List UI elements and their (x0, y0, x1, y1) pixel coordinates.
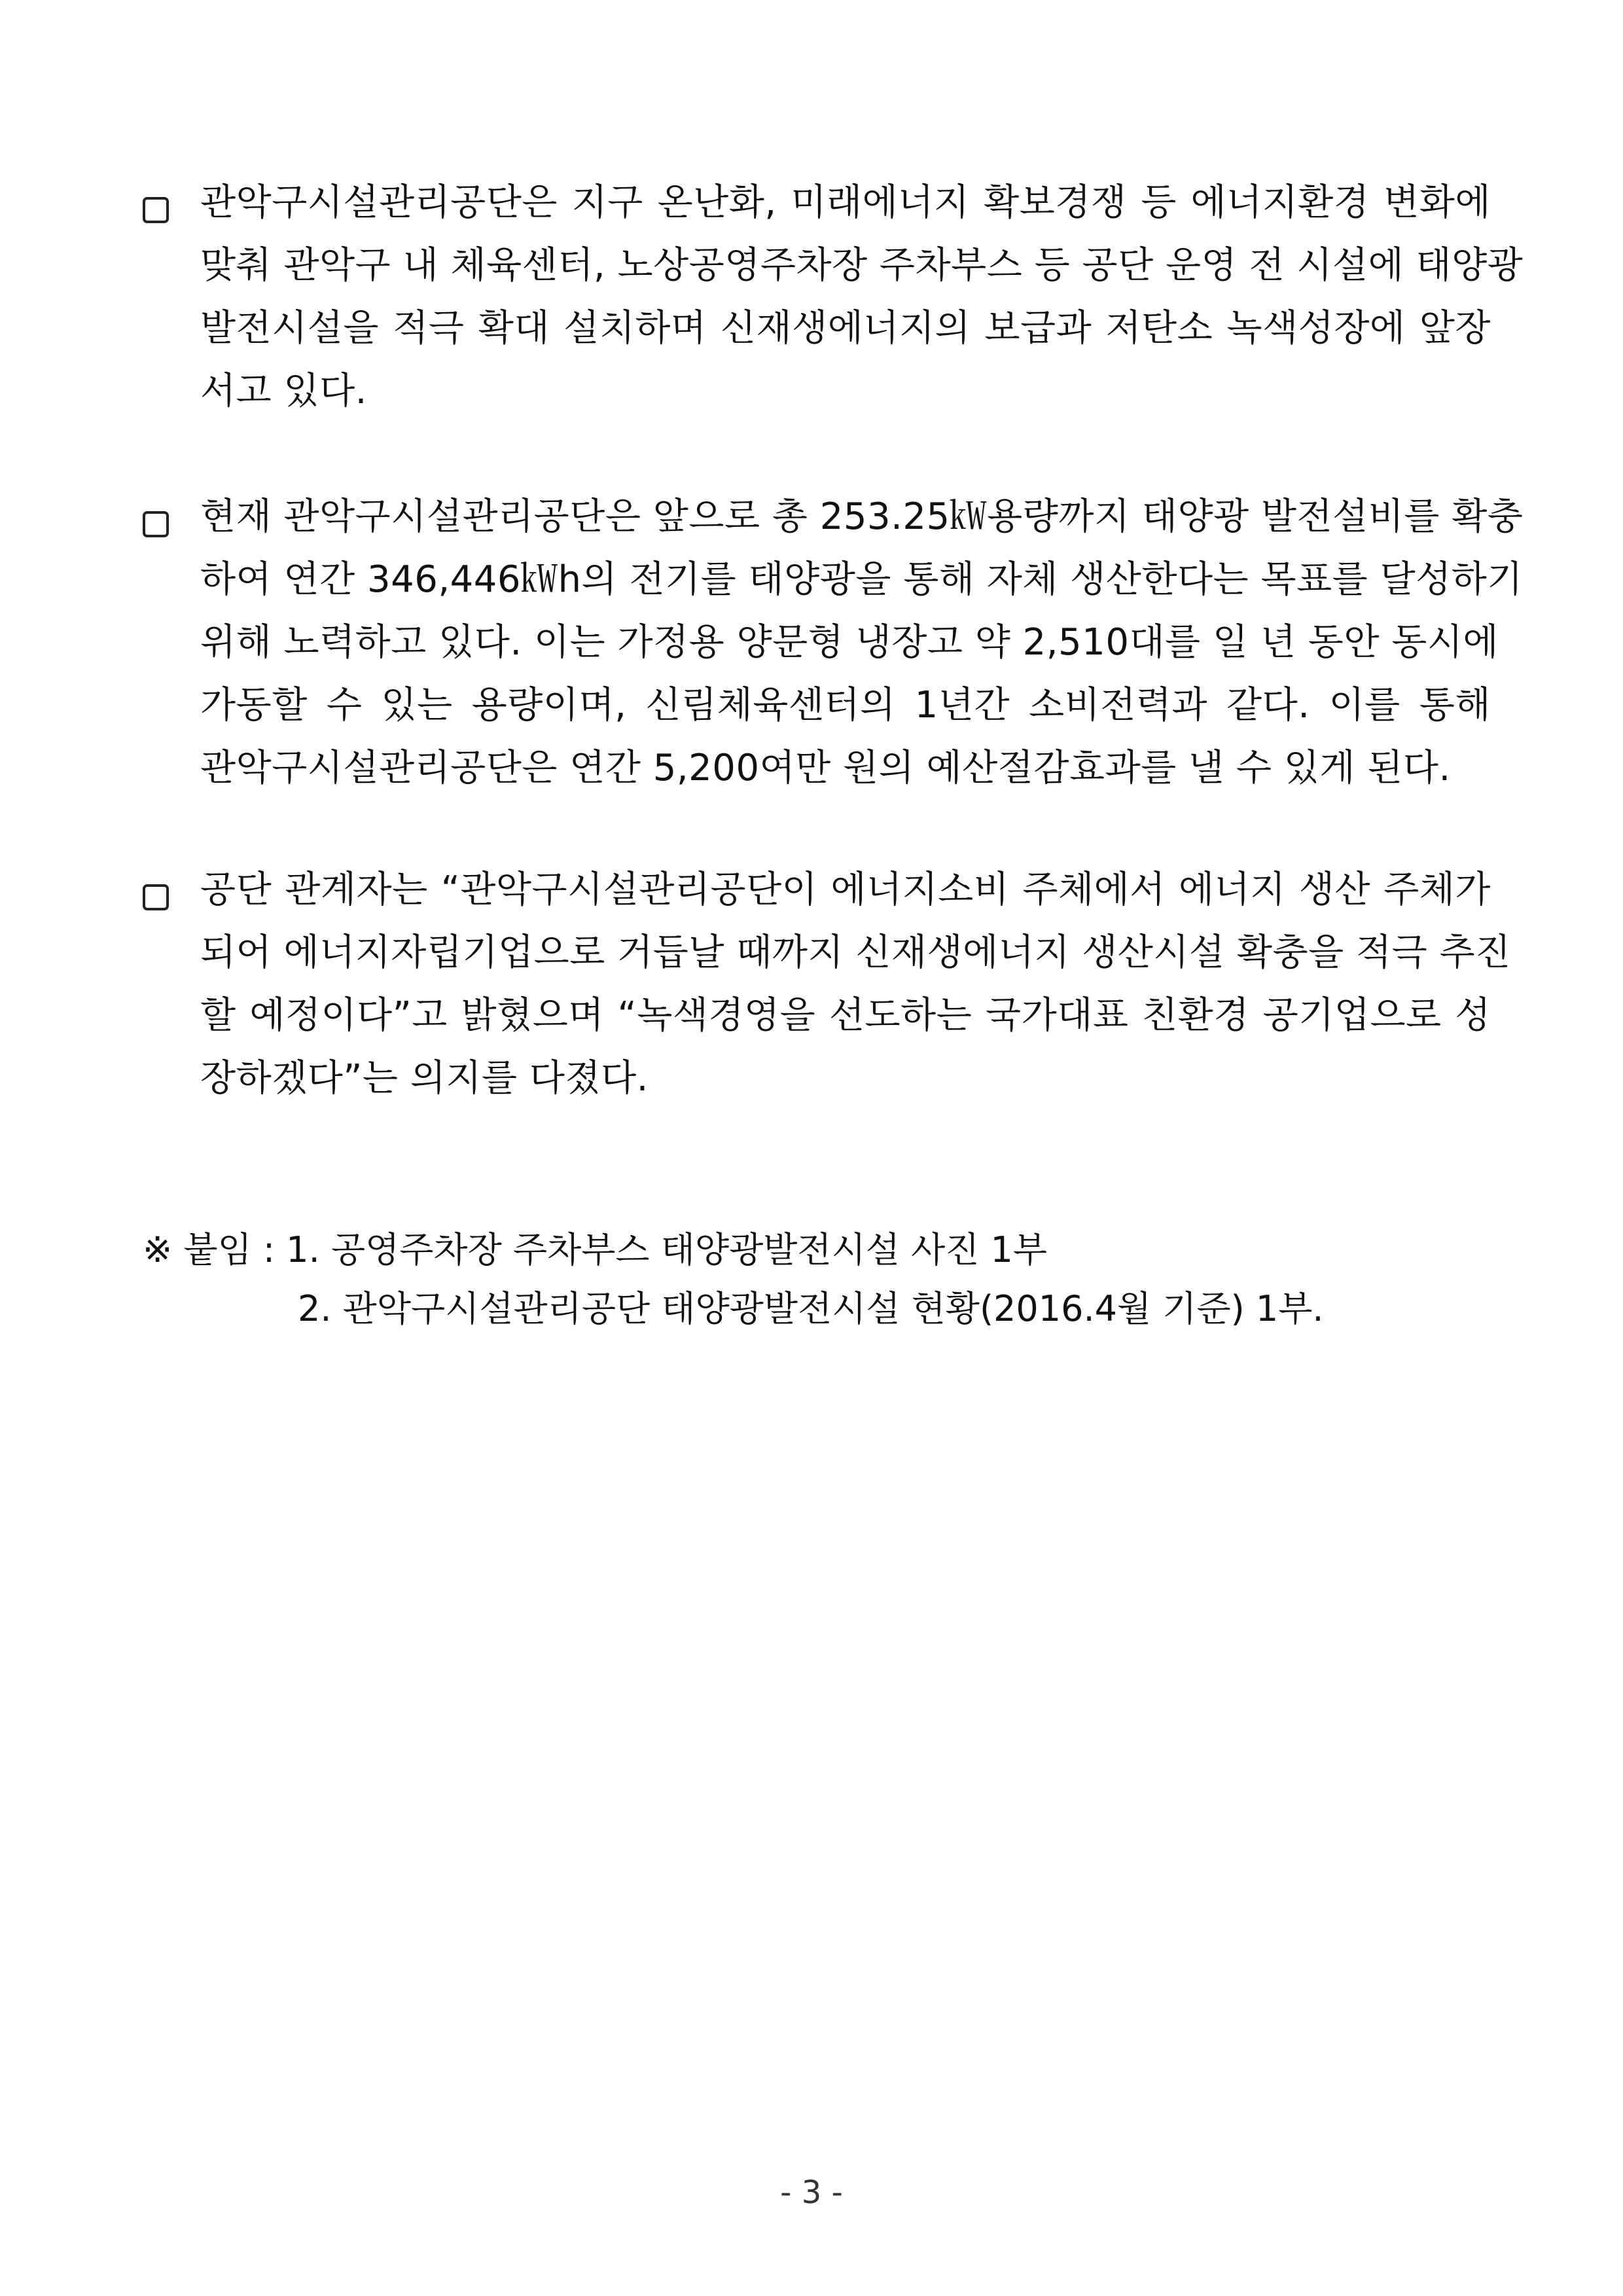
attachment-line-1: ※ 붙임 : 1. 공영주차장 주차부스 태양광발전시설 사진 1부 (143, 1229, 1048, 1270)
paragraph-line: 위해 노력하고 있다. 이는 가정용 양문형 냉장고 약 2,510대를 일 년 동안 동시에 (200, 621, 1499, 664)
paragraph-line: 맞춰 관악구 내 체육센터, 노상공영주차장 주차부스 등 공단 운영 전 시설에 태양광 (200, 244, 1524, 287)
page-number: - 3 - (780, 2174, 843, 2211)
paragraph-line: 하여 연간 346,446㎾h의 전기를 태양광을 통해 자체 생산한다는 목표를 달성하기 (200, 558, 1523, 601)
paragraph-line: 공단 관계자는 “관악구시설관리공단이 에너지소비 주체에서 에너지 생산 주체가 (200, 869, 1491, 911)
checkbox-bullet-icon (143, 884, 169, 910)
paragraph-line: 발전시설을 적극 확대 설치하며 신재생에너지의 보급과 저탄소 녹색성장에 앞장 (200, 307, 1491, 350)
paragraph-line: 할 예정이다”고 밝혔으며 “녹색경영을 선도하는 국가대표 친환경 공기업으로 성 (200, 994, 1491, 1037)
checkbox-bullet-icon (143, 511, 169, 537)
paragraph-line: 장하겠다”는 의지를 다졌다. (200, 1057, 649, 1100)
paragraph-line: 현재 관악구시설관리공단은 앞으로 총 253.25㎾용량까지 태양광 발전설비를 확충 (200, 495, 1524, 538)
attachment-line-2: 2. 관악구시설관리공단 태양광발전시설 현황(2016.4월 기준) 1부. (298, 1288, 1324, 1329)
paragraph-line: 관악구시설관리공단은 연간 5,200여만 원의 예산절감효과를 낼 수 있게 된다. (200, 747, 1451, 789)
checkbox-bullet-icon (143, 197, 169, 223)
paragraph-line: 서고 있다. (200, 370, 367, 412)
paragraph-line: 가동할 수 있는 용량이며, 신림체육센터의 1년간 소비전력과 같다. 이를 통해 (200, 684, 1491, 726)
paragraph-line: 되어 에너지자립기업으로 거듭날 때까지 신재생에너지 생산시설 확충을 적극 추진 (200, 931, 1511, 974)
paragraph-line: 관악구시설관리공단은 지구 온난화, 미래에너지 확보경쟁 등 에너지환경 변화에 (200, 181, 1491, 224)
